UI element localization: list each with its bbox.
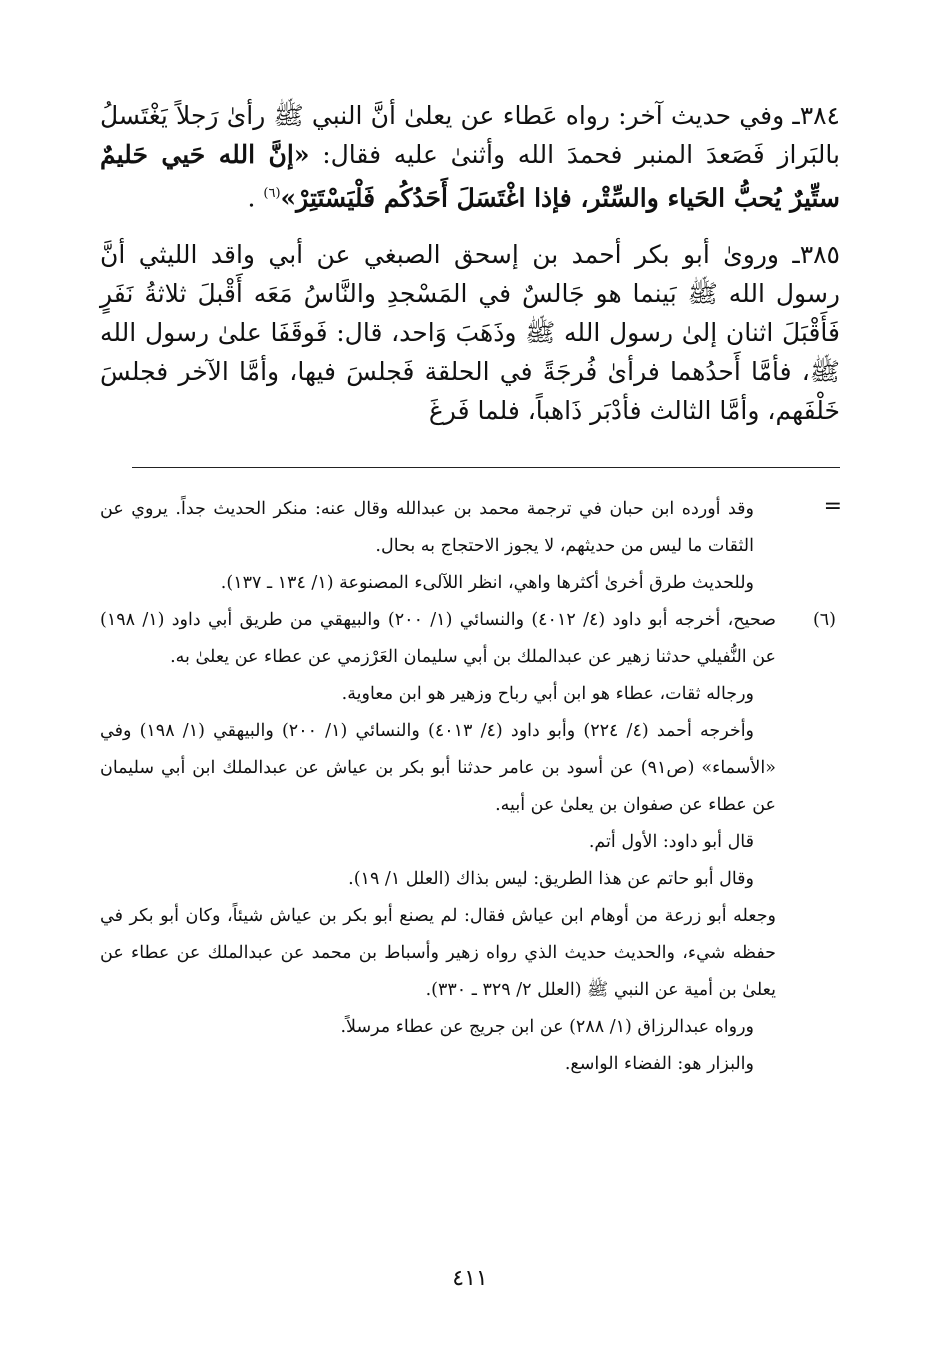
footnote-number: (٦) (812, 610, 836, 630)
footnote-paragraph: ورواه عبدالرزاق (١/ ٢٨٨) عن ابن جريج عن عطاء مرسلاً. (340, 1017, 754, 1037)
footnote-paragraph: وأخرجه أحمد (٤/ ٢٢٤) وأبو داود (٤/ ٤٠١٣) والنسائي (١/ ٢٠٠) والبيهقي (١/ ١٩٨) وفي «الأسماء» (ص٩١) عن أسود بن عامر حدثنا أبو بكر بن عياش عن عبدالملك ابن أبي سليمان عن عطاء عن صفوان بن يعلىٰ عن أبيه. (100, 721, 776, 815)
hadith-385: ٣٨٥ـ وروىٰ أبو بكر أحمد بن إسحق الصبغي عن أبي واقد الليثي أنَّ رسول الله ﷺ بَينما هو جَالسٌ في المَسْجدِ والنَّاسُ مَعَه أَقْبلَ ثلاثةُ نَفَرٍ فَأَقْبَلَ اثنان إلىٰ رسول الله ﷺ وذَهَبَ وَاحد، قال: فَوقَفَا علىٰ رسول الله ﷺ، فأمَّا أَحدُهما فرأىٰ فُرجَةً في الحلقة فَجلسَ فيها، وأمَّا الآخر فجلسَ خَلْفَهم، وأمَّا الثالث فأدْبَر ذَاهباً، فلما فَرغَ (100, 240, 840, 426)
hadith-384-end: . (247, 183, 264, 213)
footnote-paragraph: قال أبو داود: الأول أتم. (588, 832, 754, 852)
footnote-paragraph: ورجاله ثقات، عطاء هو ابن أبي رباح وزهير هو ابن معاوية. (341, 684, 754, 704)
footnote-continuation-paragraph: وللحديث طرق أخرىٰ أكثرها واهي، انظر اللآلىء المصنوعة (١/ ١٣٤ ـ ١٣٧). (220, 573, 754, 593)
hadith-384-intro: ٣٨٤ـ وفي حديث آخر: رواه عَطاء عن يعلىٰ أنَّ النبي ﷺ رأىٰ رَجلاً يَغْتَسلُ بالبَراز فَصَعدَ المنبر فحمدَ الله وأثنىٰ عليه فقال: (100, 101, 840, 169)
page-number: ٤١١ (452, 1266, 488, 1291)
footnote-continuation-paragraph: وقد أورده ابن حبان في ترجمة محمد بن عبدالله وقال عنه: منكر الحديث جداً. يروي عن الثقات ما ليس من حديثهم، لا يجوز الاحتجاج به بحال. (100, 499, 754, 556)
footnote-paragraph: صحيح، أخرجه أبو داود (٤/ ٤٠١٢) والنسائي (١/ ٢٠٠) والبيهقي من طريق أبي داود (١/ ١٩٨) عن النُّفيلي حدثنا زهير عن عبدالملك بن أبي سليمان العَرْزمي عن عطاء عن يعلىٰ به. (100, 610, 776, 667)
footnotes (100, 491, 836, 1083)
footnote-ref-6: (٦) (263, 186, 281, 201)
main-text (100, 96, 840, 430)
footnote-paragraph: وقال أبو حاتم عن هذا الطريق: ليس بذاك (العلل ١/ ١٩). (348, 869, 754, 889)
footnote-6 (100, 602, 836, 1083)
hadith-384-quote: «إنَّ الله حَيي حَليمٌ ستِّيرٌ يُحبُّ الحَياء والسِّتْر، فإذا اغْتَسَلَ أَحَدُكُم فَلْيَسْتَتِرْ» (100, 140, 840, 213)
footnote-separator (132, 467, 840, 468)
hadith-384 (100, 96, 840, 217)
footnote-paragraph: والبزار هو: الفضاء الواسع. (564, 1054, 754, 1074)
footnote-paragraph: وجعله أبو زرعة من أوهام ابن عياش فقال: لم يصنع أبو بكر بن عياش شيئاً، وكان أبو بكر في حفظه شيء، والحديث حديث الذي رواه زهير وأسباط بن محمد عن عبدالملك عن عطاء عن يعلىٰ بن أمية عن النبي ﷺ (العلل ٢/ ٣٢٩ ـ ٣٣٠). (100, 906, 776, 1000)
footnote-continuation-mark: = (823, 494, 842, 519)
